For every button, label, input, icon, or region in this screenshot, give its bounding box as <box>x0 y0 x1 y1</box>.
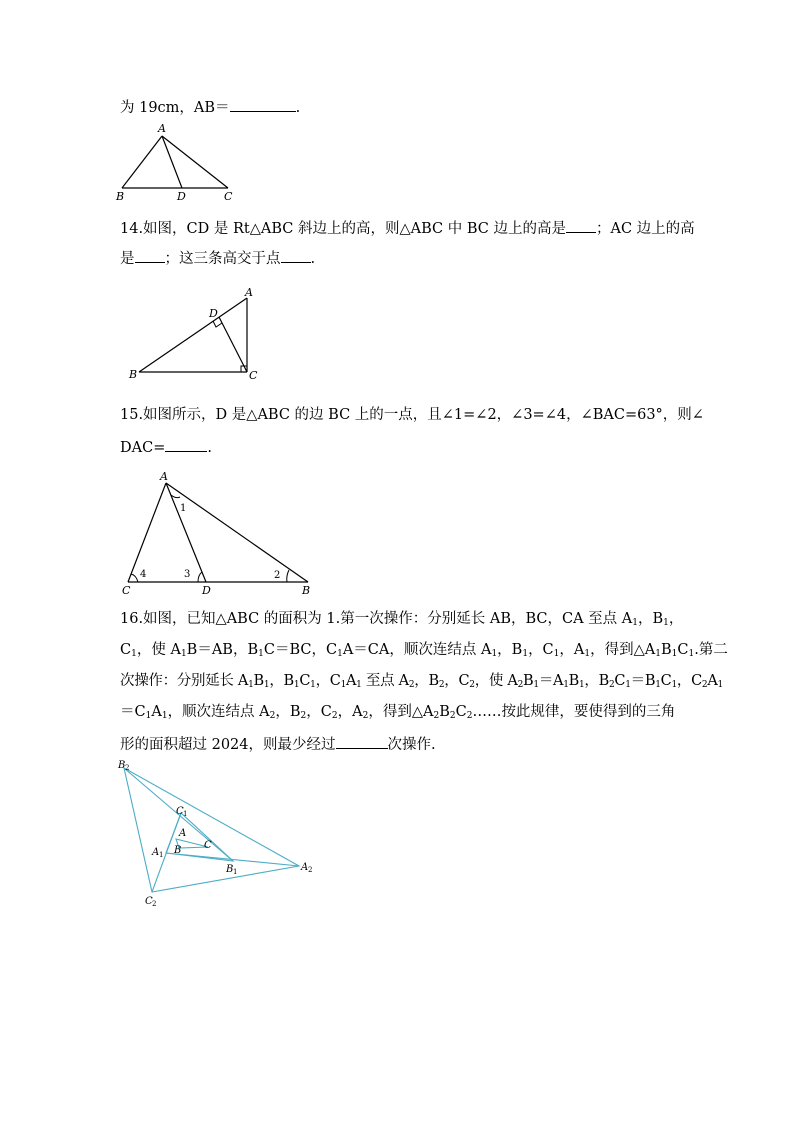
q16-text: ，得到△A <box>368 704 434 720</box>
q16-label-c2: C <box>145 896 153 907</box>
q15-angle-arc-3 <box>198 572 202 582</box>
q16-line2 <box>120 640 728 660</box>
q15-label-b: B <box>302 584 311 597</box>
q14-line2 <box>120 247 315 269</box>
q16-text: ＝B <box>630 673 656 689</box>
q16-text: A＝CA，顺次连结点 A <box>342 642 492 658</box>
q15-label-4: 4 <box>140 569 147 580</box>
q13-side-ab <box>122 136 162 188</box>
q15-line2 <box>120 436 212 458</box>
q16-subscript: 1 <box>161 711 168 721</box>
q16-label-a: A <box>179 828 187 839</box>
q16-label-sub: 2 <box>308 866 313 874</box>
q16-subscript: 1 <box>563 680 569 690</box>
q15-angle-arc-4 <box>131 574 138 582</box>
q14-right-angle-d <box>213 321 222 327</box>
q15-answer-blank[interactable] <box>165 436 207 452</box>
q16-subscript: 1 <box>337 649 343 659</box>
q16-subscript: 1 <box>310 680 316 690</box>
q15-figure <box>118 467 318 597</box>
q16-text: ，C <box>528 642 554 658</box>
q13-text-after: . <box>295 100 301 116</box>
q14-answer-blank-3[interactable] <box>281 247 311 263</box>
q16-text: 16.如图，已知△ABC 的面积为 1.第一次操作：分别延长 AB，BC，CA 至点 A <box>120 611 633 627</box>
q13-label-c: C <box>224 190 233 203</box>
q16-label-sub: 2 <box>125 764 130 772</box>
q16-subscript: 1 <box>688 649 695 659</box>
q14-label-a: A <box>245 286 253 299</box>
q16-subscript: 1 <box>248 680 254 690</box>
q16-text: ，B <box>269 673 294 689</box>
q13-text <box>120 96 300 118</box>
q16-label-sub: 1 <box>233 868 238 876</box>
q16-subscript: 1 <box>131 649 137 659</box>
q16-text: 至点 A <box>361 673 409 689</box>
q16-subscript: 1 <box>522 649 529 659</box>
q16-label-b1: B <box>226 864 234 875</box>
q15-label-1: 1 <box>180 503 187 514</box>
q15-side-ab <box>166 483 308 582</box>
q16-answer-blank[interactable] <box>336 733 388 749</box>
q16-subscript: 1 <box>578 680 585 690</box>
q16-subscript: 1 <box>671 649 678 659</box>
q16-text: ……按此规律，要使得到的三角 <box>472 704 676 720</box>
q14-figure <box>125 282 270 387</box>
q16-text: ，B <box>584 673 609 689</box>
q16-text: ，A <box>559 642 585 658</box>
q16-text: ，B <box>275 704 301 720</box>
q13-label-d: D <box>177 190 186 203</box>
q16-text: 次操作. <box>387 737 436 753</box>
q16-subscript: 1 <box>717 680 723 690</box>
q16-label-b2: B <box>118 760 126 771</box>
q15-label-3: 3 <box>184 569 191 580</box>
q16-subscript: 1 <box>340 680 346 690</box>
q16-subscript: 2 <box>517 680 524 690</box>
q16-subscript: 1 <box>533 680 539 690</box>
q14-line1-text-a: 14.如图，CD 是 Rt△ABC 斜边上的高，则△ABC 中 BC 边上的高是 <box>120 221 566 237</box>
q16-text: ，A <box>337 704 363 720</box>
q16-text: ，B <box>638 611 664 627</box>
q16-label-a2: A <box>301 862 309 873</box>
q16-subscript: 2 <box>300 711 307 721</box>
q16-figure-labels <box>117 760 312 908</box>
q16-subscript: 2 <box>269 711 276 721</box>
q16-triangle-a2b2c2 <box>124 768 299 892</box>
q16-text: C <box>455 704 467 720</box>
q13-answer-blank[interactable] <box>230 96 296 112</box>
q16-text: 形的面积超过 2024，则最少经过 <box>120 737 336 753</box>
q16-subscript: 1 <box>625 680 631 690</box>
q16-subscript: 1 <box>293 680 300 690</box>
q13-label-a: A <box>158 122 166 135</box>
q16-line4 <box>120 702 675 722</box>
q16-text: ，C <box>306 704 332 720</box>
q14-label-b: B <box>129 368 138 381</box>
q14-line2-text-a: 是 <box>120 251 135 267</box>
q15-segment-ad <box>166 483 206 582</box>
q16-subscript: 1 <box>553 649 560 659</box>
q15-line1 <box>120 405 704 425</box>
q16-text: C＝BC，C <box>263 642 338 658</box>
q13-text-before: 为 19cm，AB＝ <box>120 100 230 116</box>
q16-subscript: 2 <box>608 680 615 690</box>
q16-subscript: 1 <box>632 618 638 628</box>
q15-line1-text: 15.如图所示，D 是△ABC 的边 BC 上的一点，且∠1=∠2，∠3=∠4，∠BAC=63°，则∠ <box>120 407 704 423</box>
q15-label-2: 2 <box>274 570 281 581</box>
q16-text: C <box>299 673 311 689</box>
q16-text: ，使 A <box>136 642 181 658</box>
q14-answer-blank-2[interactable] <box>135 247 165 263</box>
q16-subscript: 1 <box>491 649 498 659</box>
q16-text: B <box>439 704 450 720</box>
q16-text: ，C <box>315 673 341 689</box>
q14-line1-text-b: ；AC 边上的高 <box>595 221 695 237</box>
q15-label-d: D <box>202 584 211 597</box>
q16-text: ， <box>668 611 684 627</box>
q16-text: C <box>614 673 626 689</box>
q14-side-ab <box>139 298 247 372</box>
q16-text: ＝C <box>120 704 146 720</box>
q14-label-d: D <box>209 307 218 320</box>
q16-text: C <box>660 673 672 689</box>
q16-subscript: 1 <box>663 618 669 628</box>
q16-text: A <box>151 704 162 720</box>
q16-text: ，得到△A <box>590 642 656 658</box>
q16-text: ，顺次连结点 A <box>167 704 270 720</box>
q16-subscript: 2 <box>433 711 440 721</box>
q16-text: B <box>253 673 264 689</box>
q16-text: ，B <box>414 673 439 689</box>
q16-label-b: B <box>174 845 182 856</box>
q16-text: C <box>677 642 689 658</box>
q16-label-c: C <box>204 840 212 851</box>
q16-text: ，使 A <box>474 673 518 689</box>
q16-subscript: 2 <box>331 711 338 721</box>
q16-subscript: 2 <box>469 680 475 690</box>
q16-subscript: 2 <box>449 711 456 721</box>
q15-line2-text-b: . <box>207 440 212 456</box>
q16-label-sub: 2 <box>152 900 157 908</box>
q16-subscript: 1 <box>584 649 591 659</box>
q15-side-ac <box>128 483 166 582</box>
q16-label-sub: 1 <box>159 851 164 859</box>
q16-line5 <box>120 733 436 755</box>
q16-text: .第二 <box>694 642 728 658</box>
q16-subscript: 2 <box>701 680 708 690</box>
q16-subscript: 2 <box>438 680 445 690</box>
q16-subscript: 1 <box>655 649 661 659</box>
q14-line2-text-b: ；这三条高交于点 <box>164 251 281 267</box>
q15-line2-text-a: DAC= <box>120 440 166 456</box>
q16-text: B <box>523 673 534 689</box>
q16-text: A <box>707 673 718 689</box>
q16-text: ，C <box>444 673 470 689</box>
q16-text: ，B <box>497 642 523 658</box>
q16-text: C <box>120 642 132 658</box>
q14-line2-text-c: . <box>310 251 316 267</box>
q16-subscript: 1 <box>356 680 362 690</box>
q13-figure <box>110 120 250 205</box>
q16-subscript: 2 <box>466 711 473 721</box>
q16-subscript: 1 <box>655 680 661 690</box>
q16-label-c1: C <box>176 806 184 817</box>
q16-figure <box>112 756 317 911</box>
q16-label-a1: A <box>152 847 160 858</box>
q16-label-sub: 1 <box>183 810 188 818</box>
q16-text: B <box>660 642 672 658</box>
q16-subscript: 1 <box>180 649 187 659</box>
q16-line1 <box>120 609 683 629</box>
q16-line3 <box>120 671 723 691</box>
q15-label-a: A <box>160 470 168 483</box>
q16-text: B＝AB，B <box>186 642 259 658</box>
q16-subscript: 1 <box>671 680 677 690</box>
q16-subscript: 2 <box>408 680 415 690</box>
q14-label-c: C <box>249 369 258 382</box>
q16-text: ＝A <box>538 673 564 689</box>
q14-line1 <box>120 217 695 239</box>
q16-figure-lines <box>124 768 299 892</box>
q16-subscript: 1 <box>145 711 152 721</box>
q16-text: ，C <box>676 673 702 689</box>
q14-answer-blank-1[interactable] <box>566 217 596 233</box>
q16-subscript: 2 <box>362 711 369 721</box>
q15-angle-arc-2 <box>287 570 289 582</box>
q16-subscript: 1 <box>263 680 270 690</box>
q14-altitude-cd <box>219 317 247 372</box>
q13-label-b: B <box>116 190 125 203</box>
q16-text: B <box>568 673 579 689</box>
q16-text: A <box>346 673 357 689</box>
q16-text: 次操作：分别延长 A <box>120 673 249 689</box>
q16-subscript: 1 <box>258 649 264 659</box>
q15-label-c: C <box>122 584 131 597</box>
